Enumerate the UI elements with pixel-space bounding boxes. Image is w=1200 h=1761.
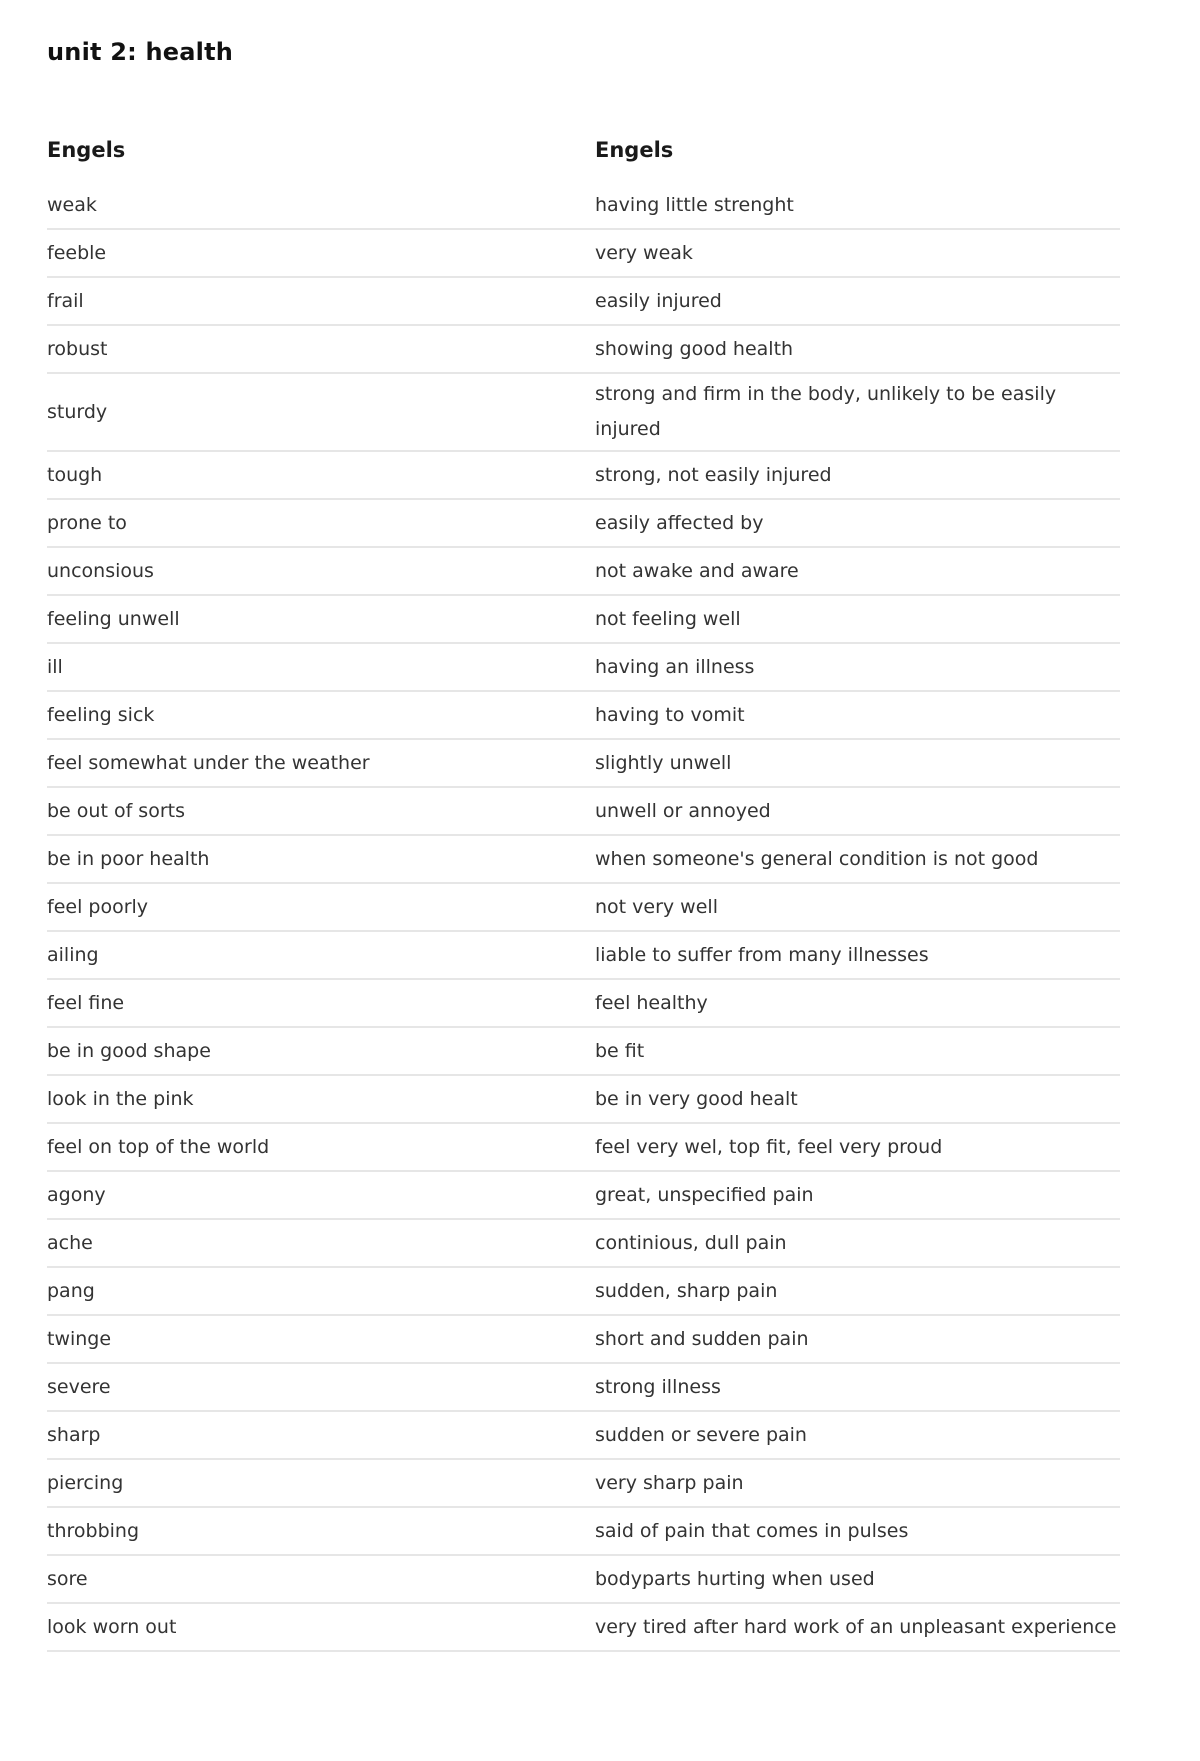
term-cell: prone to (47, 511, 127, 534)
vocabulary-row (47, 1412, 1120, 1460)
vocabulary-row (47, 1028, 1120, 1076)
definition-cell: showing good health (595, 337, 794, 360)
term-cell: look in the pink (47, 1087, 194, 1110)
definition-cell: said of pain that comes in pulses (595, 1519, 909, 1542)
term-cell: be out of sorts (47, 799, 185, 822)
term-cell: feel on top of the world (47, 1135, 270, 1158)
definition-cell: having an illness (595, 655, 755, 678)
term-cell: feel poorly (47, 895, 149, 918)
term-cell: sturdy (47, 400, 108, 423)
definition-cell: very weak (595, 241, 693, 264)
definition-cell: sudden, sharp pain (595, 1279, 778, 1302)
vocabulary-row (47, 182, 1120, 230)
definition-cell: having to vomit (595, 703, 745, 726)
term-cell: feeling unwell (47, 607, 180, 630)
definition-cell: when someone's general condition is not good (595, 847, 1039, 870)
definition-cell: very tired after hard work of an unpleasant experience (595, 1615, 1117, 1638)
term-column-header: Engels (47, 138, 126, 162)
term-cell: robust (47, 337, 108, 360)
vocabulary-row (47, 596, 1120, 644)
term-cell: be in good shape (47, 1039, 211, 1062)
term-cell: ill (47, 655, 63, 678)
vocabulary-row (47, 1316, 1120, 1364)
definition-column-header: Engels (595, 138, 674, 162)
vocabulary-row (47, 230, 1120, 278)
vocabulary-row (47, 1220, 1120, 1268)
vocabulary-row (47, 932, 1120, 980)
term-cell: feeling sick (47, 703, 155, 726)
definition-cell: easily affected by (595, 511, 764, 534)
vocabulary-row (47, 836, 1120, 884)
vocabulary-row (47, 1268, 1120, 1316)
definition-cell: bodyparts hurting when used (595, 1567, 875, 1590)
vocabulary-rows (47, 182, 1120, 1652)
term-cell: feeble (47, 241, 107, 264)
vocabulary-row (47, 884, 1120, 932)
vocabulary-row (47, 692, 1120, 740)
definition-cell: easily injured (595, 289, 722, 312)
term-cell: be in poor health (47, 847, 210, 870)
definition-cell: continious, dull pain (595, 1231, 787, 1254)
definition-cell: slightly unwell (595, 751, 732, 774)
term-cell: tough (47, 463, 103, 486)
definition-cell: strong and firm in the body, unlikely to be easily injured (595, 383, 1057, 440)
definition-cell: strong, not easily injured (595, 463, 832, 486)
term-cell: feel fine (47, 991, 125, 1014)
definition-cell: not awake and aware (595, 559, 799, 582)
definition-cell: unwell or annoyed (595, 799, 771, 822)
vocabulary-row (47, 980, 1120, 1028)
vocabulary-row (47, 326, 1120, 374)
term-cell: ailing (47, 943, 99, 966)
term-cell: feel somewhat under the weather (47, 751, 370, 774)
vocabulary-row (47, 1124, 1120, 1172)
term-cell: piercing (47, 1471, 124, 1494)
vocabulary-row (47, 1172, 1120, 1220)
term-cell: sore (47, 1567, 88, 1590)
vocabulary-row (47, 788, 1120, 836)
vocabulary-row (47, 1460, 1120, 1508)
vocabulary-row (47, 740, 1120, 788)
definition-cell: liable to suffer from many illnesses (595, 943, 929, 966)
definition-cell: strong illness (595, 1375, 721, 1398)
list-header (47, 128, 1120, 172)
definition-cell: be fit (595, 1039, 645, 1062)
term-cell: unconsious (47, 559, 154, 582)
definition-cell: feel healthy (595, 991, 708, 1014)
definition-cell: not very well (595, 895, 718, 918)
definition-cell: be in very good healt (595, 1087, 798, 1110)
term-cell: severe (47, 1375, 111, 1398)
term-cell: ache (47, 1231, 93, 1254)
vocabulary-row (47, 1076, 1120, 1124)
definition-cell: sudden or severe pain (595, 1423, 807, 1446)
term-cell: frail (47, 289, 84, 312)
definition-cell: not feeling well (595, 607, 741, 630)
vocabulary-row (47, 278, 1120, 326)
vocabulary-row (47, 374, 1120, 452)
term-cell: agony (47, 1183, 106, 1206)
definition-cell: having little strenght (595, 193, 794, 216)
definition-cell: feel very wel, top fit, feel very proud (595, 1135, 943, 1158)
definition-cell: very sharp pain (595, 1471, 744, 1494)
page-title: unit 2: health (47, 38, 234, 66)
term-cell: pang (47, 1279, 95, 1302)
vocabulary-list (47, 128, 1120, 1652)
term-cell: weak (47, 193, 97, 216)
term-cell: look worn out (47, 1615, 177, 1638)
term-cell: sharp (47, 1423, 101, 1446)
vocabulary-row (47, 1364, 1120, 1412)
vocabulary-row (47, 1508, 1120, 1556)
definition-cell: short and sudden pain (595, 1327, 809, 1350)
term-cell: twinge (47, 1327, 112, 1350)
vocabulary-row (47, 500, 1120, 548)
vocabulary-row (47, 644, 1120, 692)
vocabulary-row (47, 1556, 1120, 1604)
vocabulary-row (47, 452, 1120, 500)
term-cell: throbbing (47, 1519, 140, 1542)
vocabulary-row (47, 548, 1120, 596)
definition-cell: great, unspecified pain (595, 1183, 814, 1206)
vocabulary-row (47, 1604, 1120, 1652)
